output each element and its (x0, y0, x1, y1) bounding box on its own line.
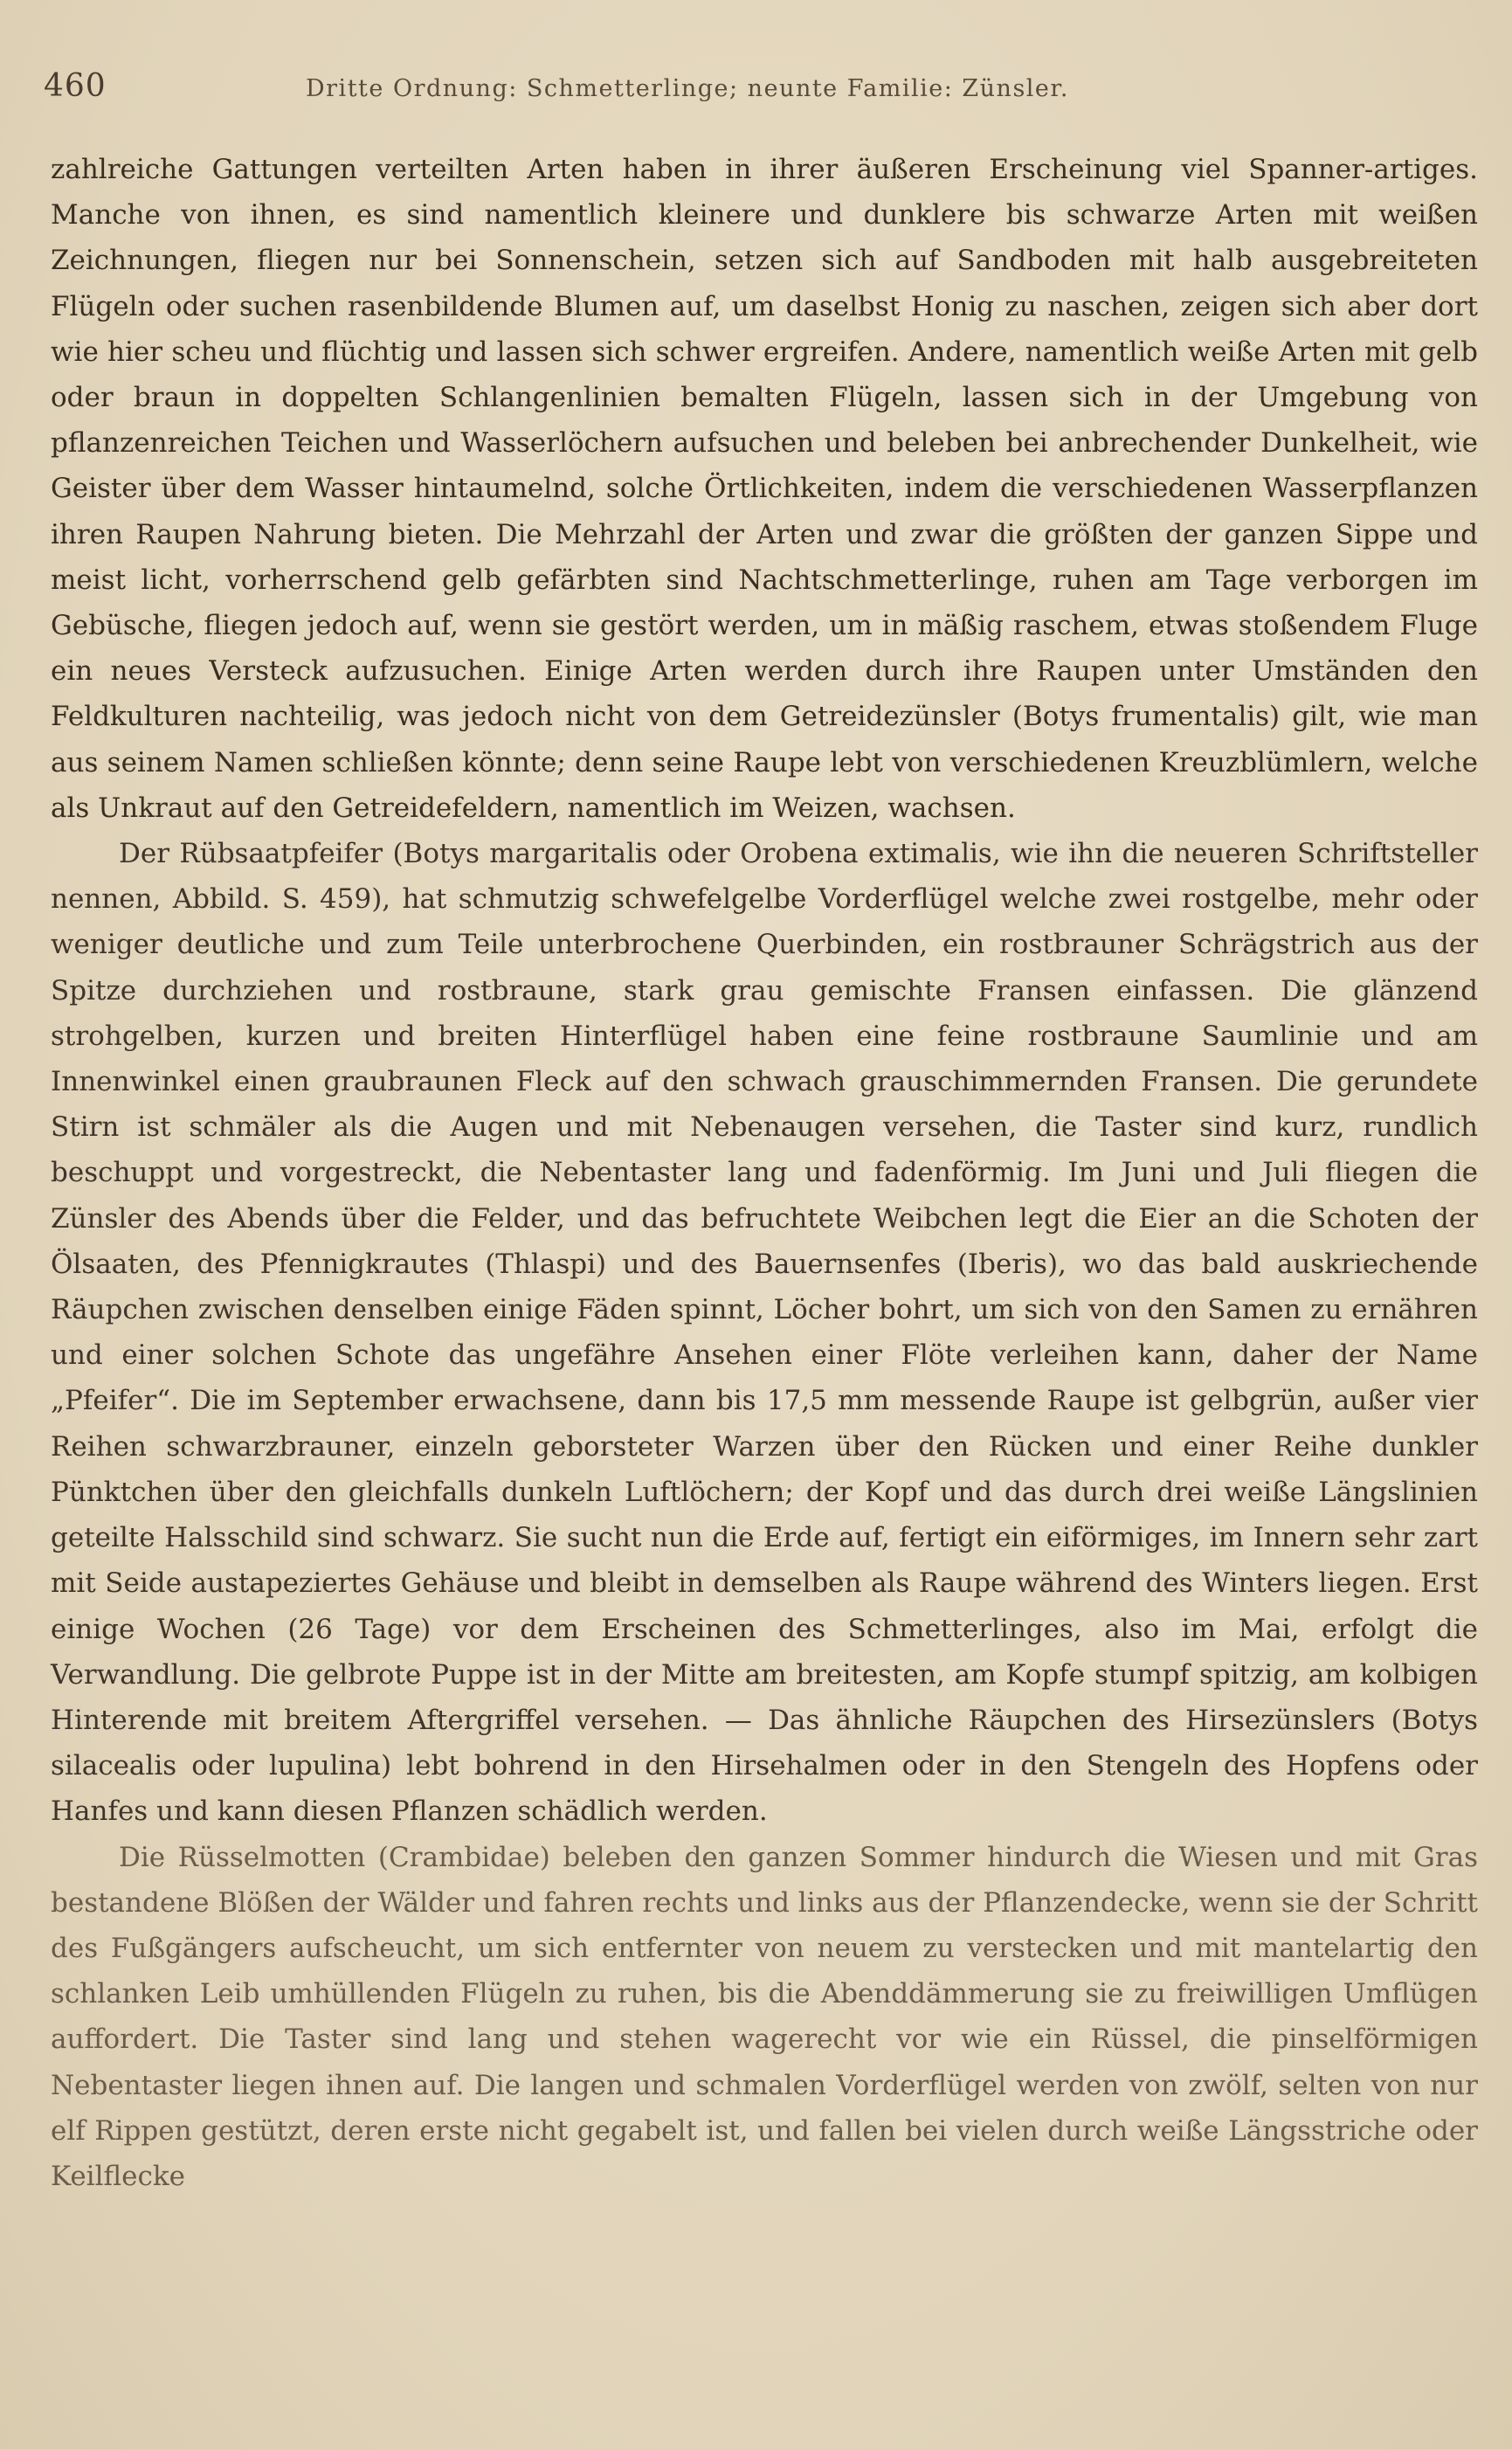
paragraph-continued: zahlreiche Gattungen verteilten Arten haben in ihrer äußeren Erscheinung viel Spanner-artiges. Manche von ihnen, es sind namentlich kleinere und dunklere bis schwarze Arten mit weißen Zeichnungen, fliegen nur bei Sonnenschein, setzen sich auf Sandboden mit halb ausgebreiteten Flügeln oder suchen rasenbildende Blumen auf, um daselbst Honig zu naschen, zeigen sich aber dort wie hier scheu und flüchtig und lassen sich schwer ergreifen. Andere, namentlich weiße Arten mit gelb oder braun in doppelten Schlangenlinien bemalten Flügeln, lassen sich in der Umgebung von pflanzenreichen Teichen und Wasserlöchern aufsuchen und beleben bei anbrechender Dunkelheit, wie Geister über dem Wasser hintaumelnd, solche Örtlichkeiten, indem die verschiedenen Wasserpflanzen ihren Raupen Nahrung bieten. Die Mehrzahl der Arten und zwar die größten der ganzen Sippe und meist licht, vorherrschend gelb gefärbten sind Nachtschmetterlinge, ruhen am Tage verborgen im Gebüsche, fliegen jedoch auf, wenn sie gestört werden, um in mäßig raschem, etwas stoßendem Fluge ein neues Versteck aufzusuchen. Einige Arten werden durch ihre Raupen unter Umständen den Feldkulturen nachteilig, was jedoch nicht von dem Getreidezünsler (Botys frumentalis) gilt, wie man aus seinem Namen schließen könnte; denn seine Raupe lebt von verschiedenen Kreuzblümlern, welche als Unkraut auf den Getreidefeldern, namentlich im Weizen, wachsen. (51, 154, 1478, 824)
paragraph-ruesselmotten: Die Rüsselmotten (Crambidae) beleben den ganzen Sommer hindurch die Wiesen und mit Gras bestandene Blößen der Wälder und fahren rechts und links aus der Pflanzendecke, wenn sie der Schritt des Fußgängers aufscheucht, um sich entfernter von neuem zu verstecken und mit mantelartig den schlanken Leib umhüllenden Flügeln zu ruhen, bis die Abenddämmerung sie zu freiwilligen Umflügen auffordert. Die Taster sind lang und stehen wagerecht vor wie ein Rüssel, die pinselförmigen Nebentaster liegen ihnen auf. Die langen und schmalen Vorderflügel werden von zwölf, selten von nur elf Rippen gestützt, deren erste nicht gegabelt ist, und fallen bei vielen durch weiße Längsstriche oder Keilflecke (51, 1841, 1478, 2192)
paragraph-ruebsaatpfeifer: Der Rübsaatpfeifer (Botys margaritalis oder Orobena extimalis, wie ihn die neueren Schriftsteller nennen, Abbild. S. 459), hat schmutzig schwefelgelbe Vorderflügel welche zwei rostgelbe, mehr oder weniger deutliche und zum Teile unterbrochene Querbinden, ein rostbrauner Schrägstrich aus der Spitze durchziehen und rostbraune, stark grau gemischte Fransen einfassen. Die glänzend strohgelben, kurzen und breiten Hinterflügel haben eine feine rostbraune Saumlinie und am Innenwinkel einen graubraunen Fleck auf den schwach grauschimmernden Fransen. Die gerundete Stirn ist schmäler als die Augen und mit Nebenaugen versehen, die Taster sind kurz, rundlich beschuppt und vorgestreckt, die Nebentaster lang und fadenförmig. Im Juni und Juli fliegen die Zünsler des Abends über die Felder, und das befruchtete Weibchen legt die Eier an die Schoten der Ölsaaten, des Pfennigkrautes (Thlaspi) und des Bauernsenfes (Iberis), wo das bald auskriechende Räupchen zwischen denselben einige Fäden spinnt, Löcher bohrt, um sich von den Samen zu ernähren und einer solchen Schote das ungefähre Ansehen einer Flöte verleihen kann, daher der Name „Pfeifer“. Die im September erwachsene, dann bis 17,5 mm messende Raupe ist gelbgrün, außer vier Reihen schwarzbrauner, einzeln geborsteter Warzen über den Rücken und einer Reihe dunkler Pünktchen über den gleichfalls dunkeln Luftlöchern; der Kopf und das durch drei weiße Längslinien geteilte Halsschild sind schwarz. Sie sucht nun die Erde auf, fertigt ein eiförmiges, im Innern sehr zart mit Seide austapeziertes Gehäuse und bleibt in demselben als Raupe während des Winters liegen. Erst einige Wochen (26 Tage) vor dem Erscheinen des Schmetterlinges, also im Mai, erfolgt die Verwandlung. Die gelbrote Puppe ist in der Mitte am breitesten, am Kopfe stumpf spitzig, am kolbigen Hinterende mit breitem Aftergriffel versehen. — Das ähnliche Räupchen des Hirsezünslers (Botys silacealis oder lupulina) lebt bohrend in den Hirsehalmen oder in den Stengeln des Hopfens oder Hanfes und kann diesen Pflanzen schädlich werden. (51, 838, 1478, 1828)
running-header (44, 68, 1476, 121)
page-number: 460 (44, 68, 107, 104)
body-text (51, 147, 1478, 2199)
running-title: Dritte Ordnung: Schmetterlinge; neunte Familie: Zünsler. (306, 75, 1069, 102)
